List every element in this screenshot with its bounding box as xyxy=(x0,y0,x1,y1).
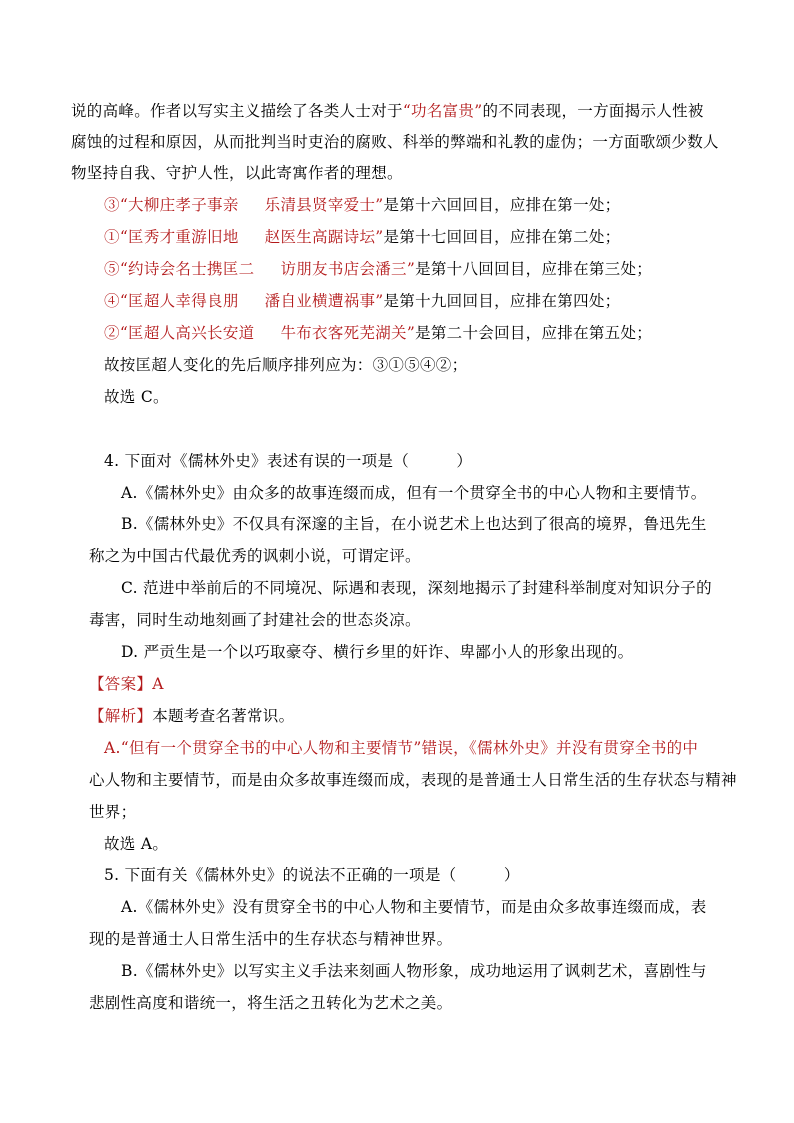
ordering-tail: 是第二十会回目，应排在第五处； xyxy=(415,324,653,342)
ordering-part2: 赵医生高踞诗坛” xyxy=(264,228,384,246)
ordering-tail: 是第十八回回目，应排在第三处； xyxy=(415,260,653,278)
q5-option-a-line2: 现的是普通士人日常生活中的生存状态与精神世界。 xyxy=(89,930,453,948)
intro-line-1 xyxy=(71,100,704,122)
ordering-part1: “大柳庄孝子事亲 xyxy=(119,196,239,214)
ordering-part1: “匡超人幸得良朋 xyxy=(119,292,239,310)
ordering-marker: ① xyxy=(104,228,120,246)
ordering-tail: 是第十六回回目，应排在第一处； xyxy=(383,196,621,214)
intro-line-3: 物坚持自我、守护人性，以此寄寓作者的理想。 xyxy=(71,164,403,182)
analysis-label: 【解析】 xyxy=(89,707,153,725)
q4-explanation-line1: A.“但有一个贯穿全书的中心人物和主要情节”错误，《儒林外史》并没有贯穿全书的中 xyxy=(104,739,699,757)
answer-label: 【答案】 xyxy=(89,675,153,693)
q4-answer xyxy=(89,673,164,695)
ordering-marker: ⑤ xyxy=(104,260,120,278)
choose-c: 故选 C。 xyxy=(104,388,169,406)
q4-option-b-line1: B.《儒林外史》不仅具有深邃的主旨，在小说艺术上也达到了很高的境界，鲁迅先生 xyxy=(121,515,707,533)
q4-option-c-line1: C. 范进中举前后的不同境况、际遇和表现，深刻地揭示了封建科举制度对知识分子的 xyxy=(121,579,712,597)
ordering-part2: 乐清县贤宰爱士” xyxy=(264,196,384,214)
q5-stem: 5. 下面有关《儒林外史》的说法不正确的一项是（ ） xyxy=(104,866,520,884)
ordering-marker: ② xyxy=(104,324,120,342)
q5-option-a-line1: A.《儒林外史》没有贯穿全书的中心人物和主要情节，而是由众多故事连缀而成，表 xyxy=(121,898,707,916)
ordering-part1: “匡超人高兴长安道 xyxy=(119,324,255,342)
ordering-item xyxy=(104,258,652,280)
intro-line-1-text-b: 的不同表现，一方面揭示人性被 xyxy=(482,102,704,120)
q4-analysis xyxy=(89,705,294,727)
ordering-item xyxy=(104,226,620,248)
ordering-part2: 访朋友书店会潘三” xyxy=(280,260,416,278)
q4-explanation-line2: 心人物和主要情节，而是由众多故事连缀而成，表现的是普通士人日常生活的生存状态与精神 xyxy=(89,771,737,789)
intro-line-1-text-a: 说的高峰。作者以写实主义描绘了各类人士对于 xyxy=(71,102,403,120)
q4-choose: 故选 A。 xyxy=(104,835,169,853)
ordering-tail: 是第十九回回目，应排在第四处； xyxy=(383,292,621,310)
q4-option-b-line2: 称之为中国古代最优秀的讽刺小说，可谓定评。 xyxy=(89,547,421,565)
q4-option-c-line2: 毒害，同时生动地刻画了封建社会的世态炎凉。 xyxy=(89,611,421,629)
answer-value: A xyxy=(152,675,164,693)
ordering-marker: ③ xyxy=(104,196,120,214)
ordering-conclusion: 故按匡超人变化的先后顺序排列应为：③①⑤④②； xyxy=(104,356,468,374)
ordering-item xyxy=(104,194,620,216)
q5-option-b-line1: B.《儒林外史》以写实主义手法来刻画人物形象，成功地运用了讽刺艺术，喜剧性与 xyxy=(121,962,707,980)
q4-explanation-line3: 世界； xyxy=(89,803,137,821)
ordering-part1: “匡秀才重游旧地 xyxy=(119,228,239,246)
ordering-part2: 牛布衣客死芜湖关” xyxy=(280,324,416,342)
ordering-item xyxy=(104,290,620,312)
intro-quote: “功名富贵” xyxy=(402,102,483,120)
intro-line-2: 腐蚀的过程和原因，从而批判当时吏治的腐败、科举的弊端和礼教的虚伪；一方面歌颂少数人 xyxy=(71,133,719,151)
ordering-tail: 是第十七回回目，应排在第二处； xyxy=(383,228,621,246)
q4-option-a: A.《儒林外史》由众多的故事连缀而成，但有一个贯穿全书的中心人物和主要情节。 xyxy=(121,484,707,502)
q4-option-d: D. 严贡生是一个以巧取豪夺、横行乡里的奸诈、卑鄙小人的形象出现的。 xyxy=(121,643,634,661)
ordering-marker: ④ xyxy=(104,292,120,310)
ordering-part1: “约诗会名士携匡二 xyxy=(119,260,255,278)
q5-option-b-line2: 悲剧性高度和谐统一，将生活之丑转化为艺术之美。 xyxy=(89,994,453,1012)
analysis-text: 本题考查名著常识。 xyxy=(152,707,295,725)
ordering-item xyxy=(104,322,652,344)
q4-stem: 4. 下面对《儒林外史》表述有误的一项是（ ） xyxy=(104,452,473,470)
ordering-part2: 潘自业横遭祸事” xyxy=(264,292,384,310)
